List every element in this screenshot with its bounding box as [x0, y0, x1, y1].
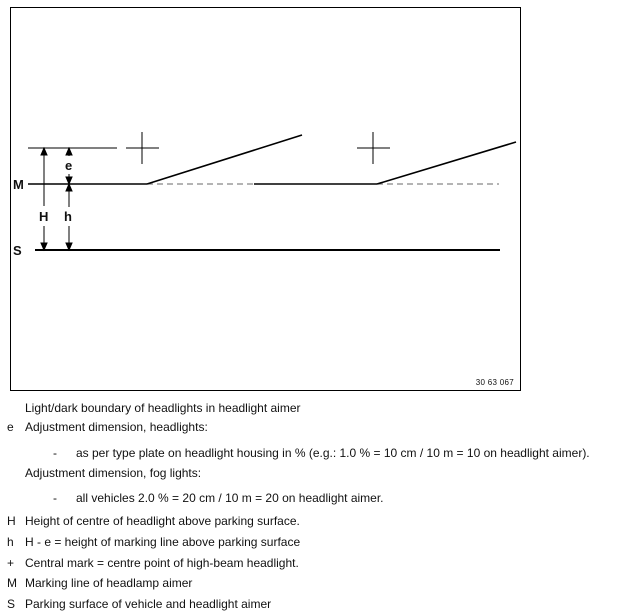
- label-e: e: [65, 158, 73, 173]
- label-M: M: [13, 177, 24, 192]
- label-H: H: [39, 209, 49, 224]
- figure-code: 30 63 067: [475, 378, 514, 387]
- legend-e-title: Adjustment dimension, headlights:: [25, 420, 208, 434]
- central-mark-1: [126, 132, 159, 164]
- legend-e-symbol: e: [7, 420, 14, 434]
- figure-caption: Light/dark boundary of headlights in headlight aimer: [25, 401, 301, 415]
- cutoff-line-2: [377, 142, 516, 184]
- figure-frame: [10, 7, 521, 391]
- label-h: h: [64, 209, 72, 224]
- aimer-diagram: [11, 8, 520, 390]
- label-S: S: [13, 243, 22, 258]
- cutoff-line-1: [147, 135, 302, 184]
- central-mark-2: [357, 132, 390, 164]
- dimension-H: [41, 148, 47, 250]
